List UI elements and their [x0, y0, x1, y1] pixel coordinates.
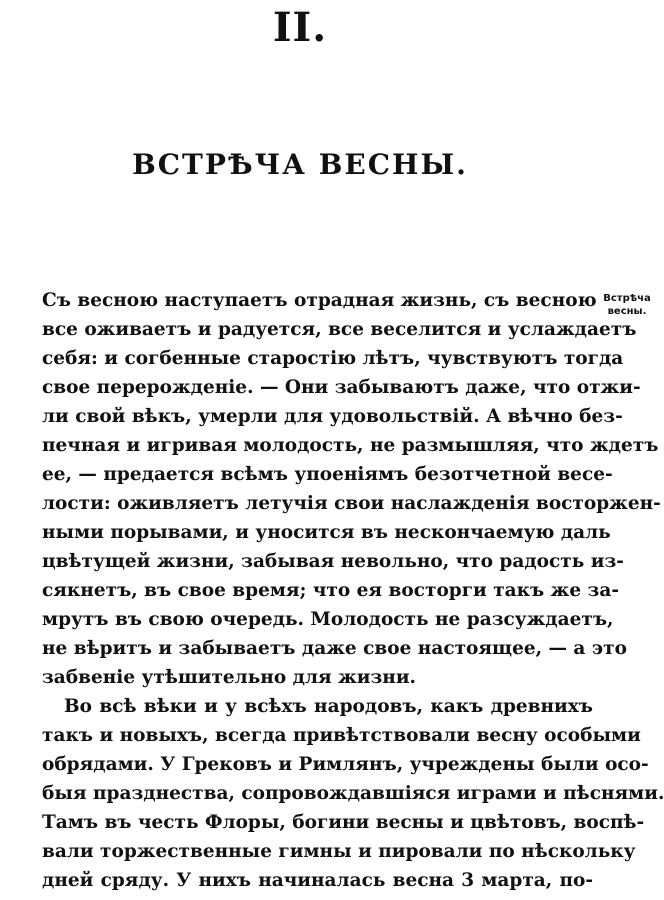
text-line: забвеніе утѣшительно для жизни.	[42, 667, 417, 688]
chapter-number: II.	[272, 4, 328, 51]
text-line: ными порывами, и уносится въ нескончаемую даль	[42, 522, 611, 543]
text-line: Во всѣ вѣки и у всѣхъ народовъ, какъ древнихъ	[64, 696, 593, 717]
text-line: не вѣритъ и забываетъ даже свое настоящее, — а это	[42, 638, 627, 659]
text-line: цвѣтущей жизни, забывая невольно, что радость из-	[42, 551, 624, 572]
text-line: дней сряду. У нихъ начиналась весна 3 марта, по-	[42, 870, 593, 891]
text-line: такъ и новыхъ, всегда привѣтствовали весну особыми	[42, 725, 641, 746]
text-line: лости: оживляетъ летучія свои наслажденія восторжен-	[42, 493, 661, 514]
chapter-title: ВСТРѢЧА ВЕСНЫ.	[132, 148, 468, 181]
margin-note-line: весны.	[607, 306, 647, 317]
text-line: мрутъ въ свою очередь. Молодость не разсуждаетъ,	[42, 609, 614, 630]
text-line: свое перерожденіе. — Они забываютъ даже, что отжи-	[42, 377, 641, 398]
margin-note	[597, 292, 657, 318]
text-line: Съ весною наступаетъ отрадная жизнь, съ весною	[42, 290, 597, 311]
text-line: сякнетъ, въ свое время; что ея восторги такъ же за-	[42, 580, 620, 601]
margin-note-line: Встрѣча	[603, 293, 651, 304]
text-line: себя: и согбенные старостію лѣтъ, чувствуютъ тогда	[42, 348, 624, 369]
text-line: Тамъ въ честь Флоры, богини весны и цвѣтовъ, воспѣ-	[42, 812, 645, 833]
text-line: все оживаетъ и радуется, все веселится и услаждаетъ	[42, 319, 637, 340]
text-line: ее, — предается всѣмъ упоеніямъ безотчетной весе-	[42, 464, 613, 485]
text-line: ли свой вѣкъ, умерли для удовольствій. А вѣчно без-	[42, 406, 623, 427]
text-line: быя празднества, сопровождавшіяся играми и пѣснями.	[42, 783, 664, 804]
paragraph-2	[42, 692, 664, 895]
text-line: обрядами. У Грековъ и Римлянъ, учреждены были осо-	[42, 754, 649, 775]
text-line: вали торжественные гимны и пировали по нѣскольку	[42, 841, 636, 862]
text-line: печная и игривая молодость, не размышляя, что ждетъ	[42, 435, 659, 456]
